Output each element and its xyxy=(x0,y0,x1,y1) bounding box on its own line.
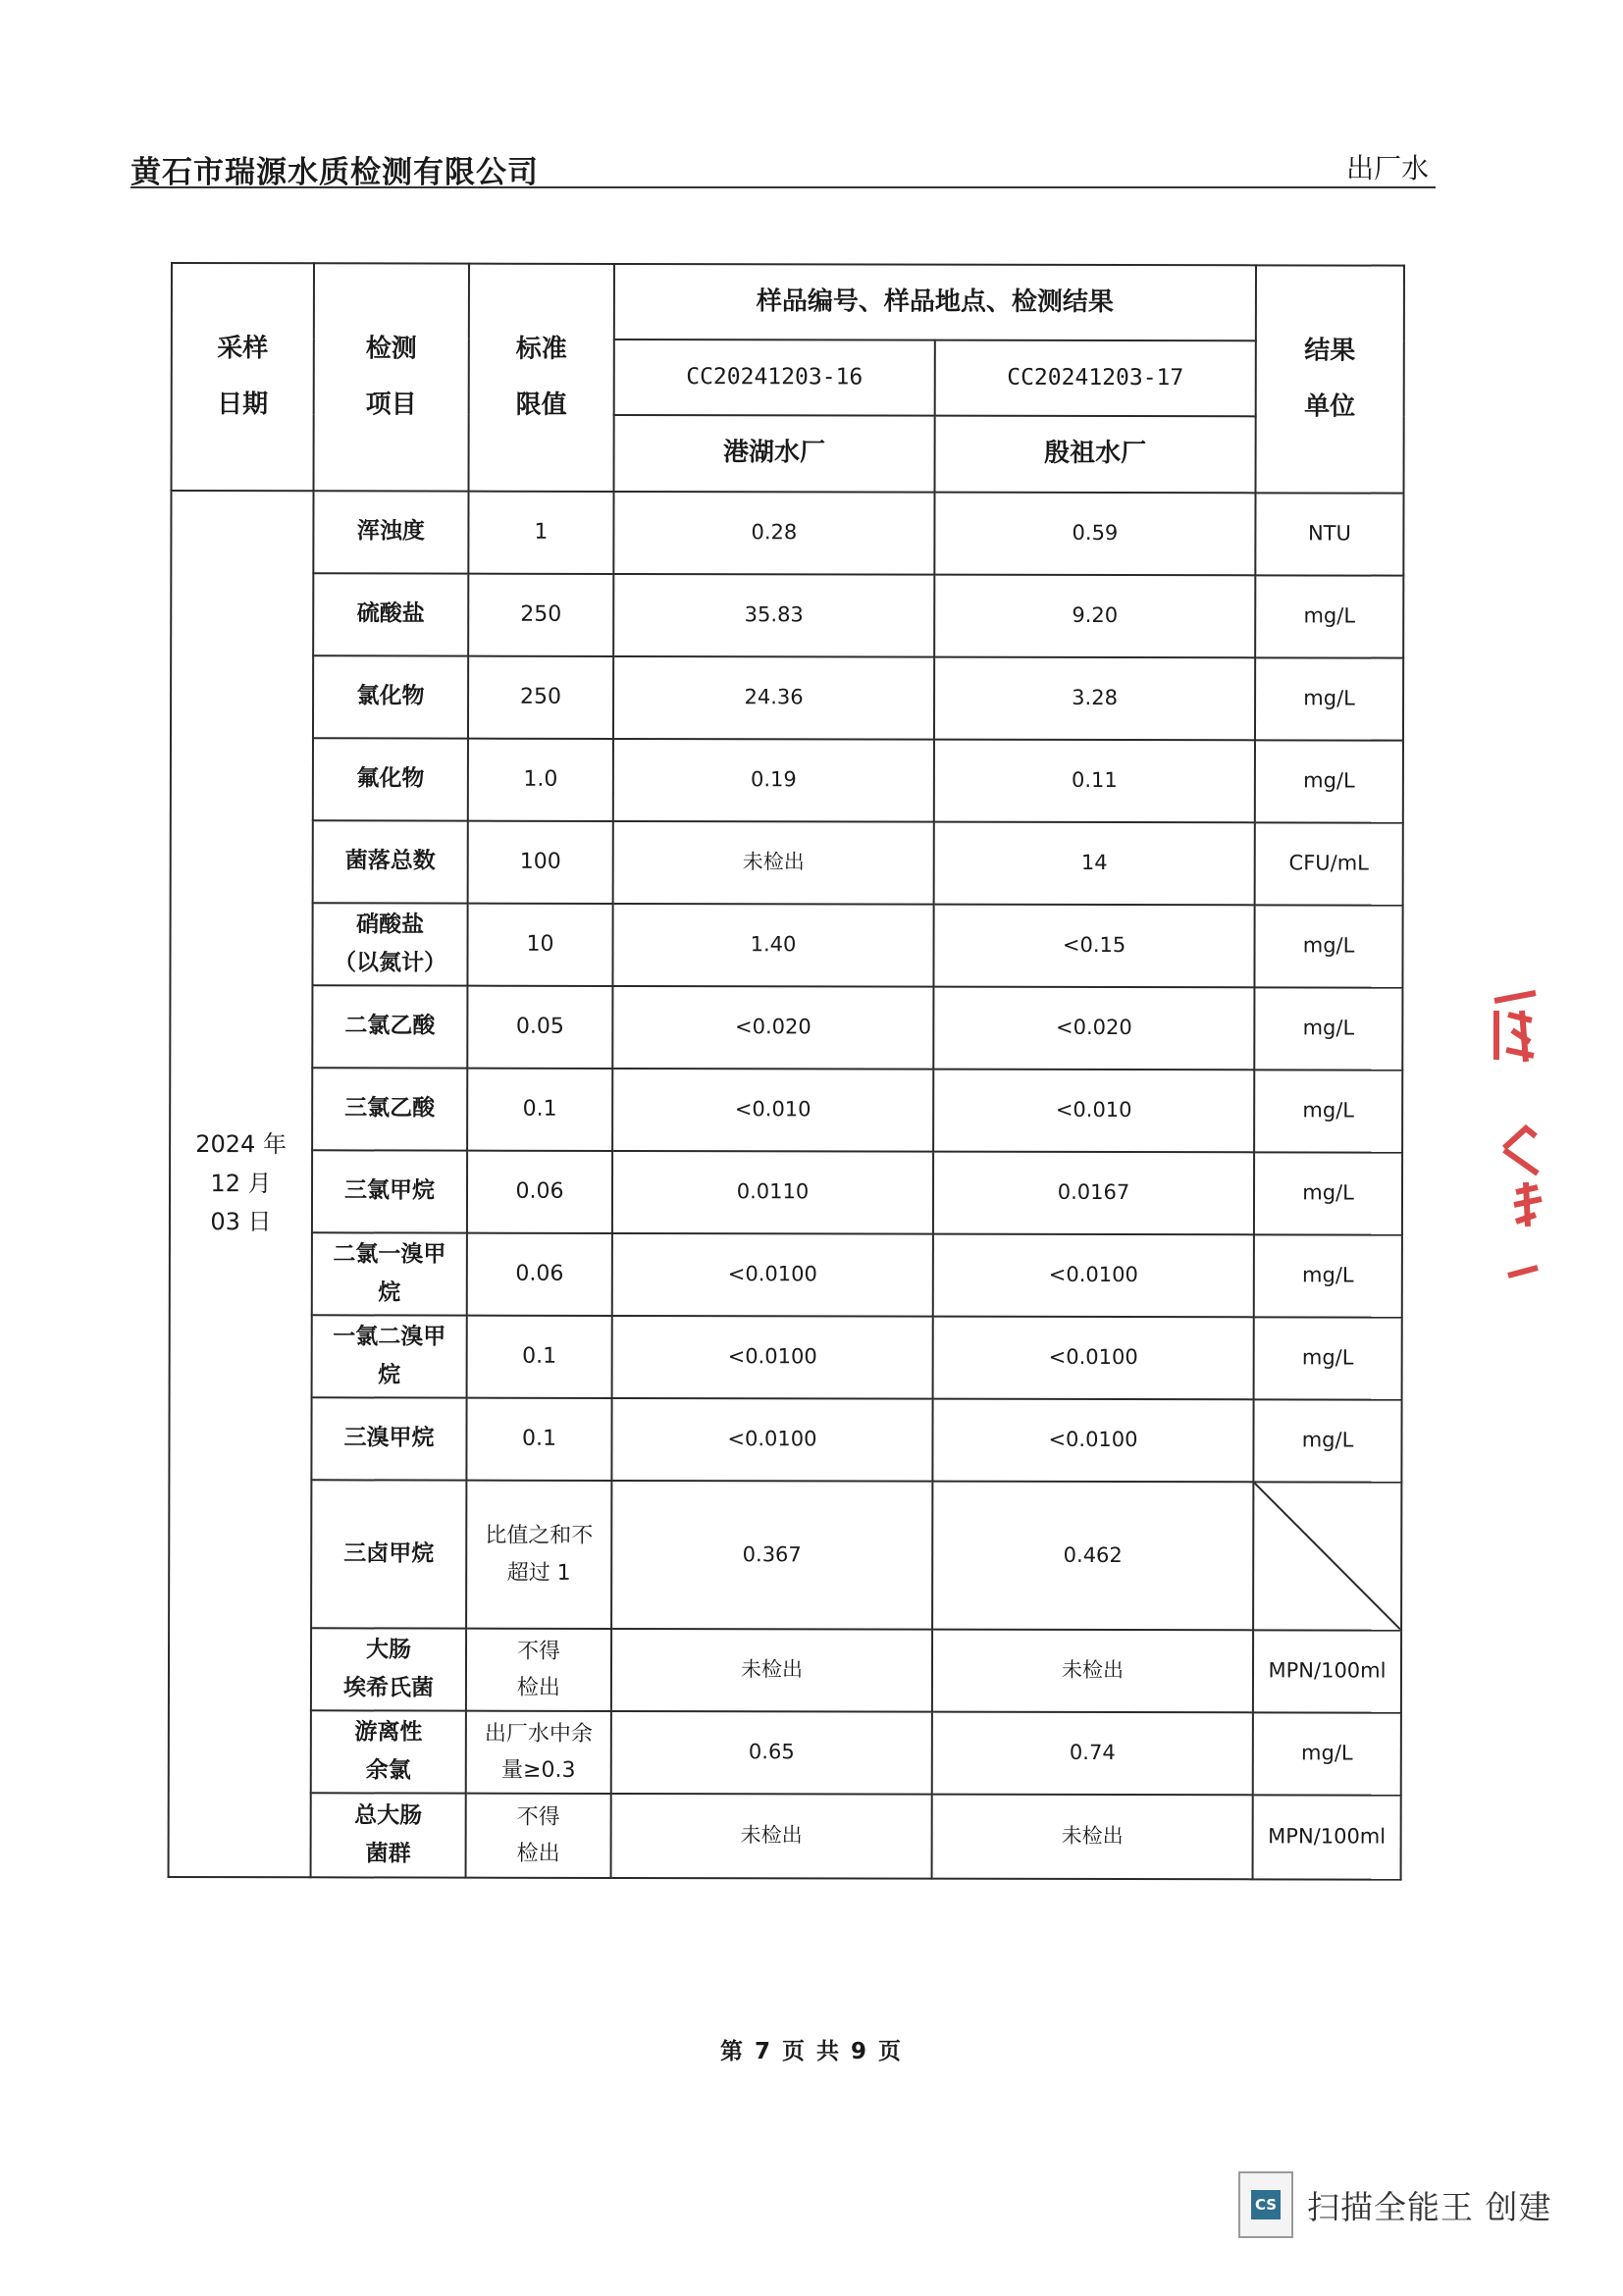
result-unit: mg/L xyxy=(1254,1234,1402,1317)
standard-limit: 0.05 xyxy=(467,986,612,1069)
result-value-2: <0.010 xyxy=(933,1070,1254,1153)
table-row xyxy=(169,1480,1401,1631)
table-row xyxy=(170,1232,1402,1318)
table-row xyxy=(170,903,1402,988)
standard-limit: 10 xyxy=(467,904,612,986)
result-value-1: 未检出 xyxy=(611,1629,932,1712)
sample-id-1: CC20241203-16 xyxy=(614,339,935,416)
camscanner-logo-icon: CS xyxy=(1238,2171,1293,2238)
result-value-1: 0.65 xyxy=(611,1711,932,1795)
standard-limit: 不得 检出 xyxy=(466,1794,611,1878)
scanner-credit: 扫描全能王 创建 xyxy=(1307,2187,1552,2226)
standard-limit: 0.06 xyxy=(467,1233,612,1316)
standard-limit: 250 xyxy=(468,574,613,656)
result-value-1: 0.0110 xyxy=(612,1151,933,1234)
result-value-2: <0.15 xyxy=(933,905,1254,988)
table-row xyxy=(169,1710,1401,1796)
red-seal-stamp-fragment xyxy=(1487,981,1555,1295)
result-unit: mg/L xyxy=(1253,1399,1401,1482)
table-row xyxy=(170,1068,1402,1153)
table-row xyxy=(171,573,1403,658)
result-value-1: 0.28 xyxy=(613,492,934,575)
result-value-2: 0.462 xyxy=(932,1482,1253,1631)
result-unit: MPN/100ml xyxy=(1253,1795,1401,1879)
test-item: 三氯乙酸 xyxy=(312,1068,467,1150)
test-item: 氟化物 xyxy=(313,738,468,820)
header-sample-group: 样品编号、样品地点、检测结果 xyxy=(614,264,1256,340)
test-item: 硝酸盐 （以氮计） xyxy=(312,903,467,985)
result-unit: MPN/100ml xyxy=(1253,1630,1401,1712)
test-item: 总大肠 菌群 xyxy=(311,1793,466,1877)
test-item: 三氯甲烷 xyxy=(312,1150,467,1232)
header-item: 检测 项目 xyxy=(314,263,469,491)
result-value-1: 35.83 xyxy=(613,574,934,657)
test-item: 菌落总数 xyxy=(313,820,468,903)
standard-limit: 0.1 xyxy=(467,1316,612,1398)
result-unit: mg/L xyxy=(1255,657,1403,740)
standard-limit: 比值之和不 超过 1 xyxy=(466,1481,611,1629)
standard-limit: 0.1 xyxy=(466,1398,611,1481)
result-unit: mg/L xyxy=(1254,905,1402,987)
standard-limit: 1 xyxy=(468,492,613,574)
table-row xyxy=(171,738,1403,823)
result-value-1: <0.010 xyxy=(612,1069,933,1152)
result-value-2: 3.28 xyxy=(934,657,1255,741)
table-row xyxy=(170,1315,1402,1400)
result-unit: mg/L xyxy=(1254,1152,1402,1234)
test-item: 大肠 埃希氏菌 xyxy=(311,1628,466,1710)
result-value-1: 未检出 xyxy=(613,821,934,905)
test-item: 三卤甲烷 xyxy=(311,1480,466,1628)
page-number: 第 7 页 共 9 页 xyxy=(719,2039,904,2064)
standard-limit: 0.06 xyxy=(467,1151,612,1233)
result-value-1: <0.020 xyxy=(612,986,933,1070)
header-unit: 结果 单位 xyxy=(1256,265,1404,493)
test-item: 一氯二溴甲 烷 xyxy=(312,1315,467,1397)
test-item: 浑浊度 xyxy=(313,491,468,573)
standard-limit: 0.1 xyxy=(467,1069,612,1151)
result-value-1: <0.0100 xyxy=(612,1233,933,1317)
result-unit: mg/L xyxy=(1255,740,1403,822)
result-value-2: 未检出 xyxy=(932,1630,1253,1713)
result-value-1: 1.40 xyxy=(612,904,933,987)
sample-id-2: CC20241203-17 xyxy=(935,340,1256,417)
result-value-2: 9.20 xyxy=(934,575,1255,658)
standard-limit: 250 xyxy=(468,656,613,739)
sample-date-cell: 2024 年 12 月 03 日 xyxy=(169,491,314,1877)
table-row xyxy=(171,655,1403,741)
result-value-2: 未检出 xyxy=(932,1795,1253,1880)
header-sample-date: 采样 日期 xyxy=(172,263,314,491)
document-type: 出厂水 xyxy=(1346,152,1430,184)
result-value-2: 14 xyxy=(934,822,1255,906)
table-row xyxy=(169,1397,1401,1483)
standard-limit: 出厂水中余 量≥0.3 xyxy=(466,1711,611,1794)
test-item: 三溴甲烷 xyxy=(311,1397,466,1480)
result-value-2: <0.020 xyxy=(933,987,1254,1070)
table-row xyxy=(169,1628,1401,1713)
standard-limit: 100 xyxy=(468,821,613,904)
sample-location-2: 殷祖水厂 xyxy=(935,416,1256,494)
result-unit: mg/L xyxy=(1254,987,1402,1070)
result-value-2: 0.11 xyxy=(934,740,1255,823)
result-value-1: 24.36 xyxy=(613,656,934,740)
standard-limit: 不得 检出 xyxy=(466,1629,611,1711)
result-unit: CFU/mL xyxy=(1255,822,1403,905)
test-item: 氯化物 xyxy=(313,655,468,738)
results-table xyxy=(168,262,1405,1881)
table-row xyxy=(171,491,1403,576)
scanner-watermark xyxy=(1238,2170,1552,2239)
test-item: 硫酸盐 xyxy=(313,573,468,655)
result-value-1: <0.0100 xyxy=(611,1398,932,1482)
table-row xyxy=(169,1793,1401,1880)
result-unit: mg/L xyxy=(1254,1317,1402,1399)
result-value-2: <0.0100 xyxy=(933,1234,1254,1318)
result-unit: mg/L xyxy=(1253,1712,1401,1795)
result-unit: mg/L xyxy=(1254,1070,1402,1152)
result-unit: mg/L xyxy=(1255,575,1403,657)
result-value-2: <0.0100 xyxy=(933,1317,1254,1400)
result-value-2: 0.59 xyxy=(934,493,1255,576)
result-value-1: 未检出 xyxy=(611,1794,932,1879)
result-value-1: <0.0100 xyxy=(612,1316,933,1399)
test-item: 游离性 余氯 xyxy=(311,1710,466,1793)
result-value-2: <0.0100 xyxy=(932,1399,1253,1483)
table-row xyxy=(170,1150,1402,1235)
header-limit: 标准 限值 xyxy=(469,264,614,492)
standard-limit: 1.0 xyxy=(468,739,613,821)
sample-location-1: 港湖水厂 xyxy=(614,415,935,493)
table-row xyxy=(171,820,1403,906)
result-unit: NTU xyxy=(1255,493,1403,575)
test-item: 二氯乙酸 xyxy=(312,985,467,1068)
result-value-1: 0.19 xyxy=(613,739,934,822)
table-row xyxy=(170,985,1402,1070)
company-name: 黄石市瑞源水质检测有限公司 xyxy=(131,155,539,190)
result-value-2: 0.74 xyxy=(932,1712,1253,1796)
result-value-2: 0.0167 xyxy=(933,1152,1254,1235)
result-value-1: 0.367 xyxy=(611,1481,932,1630)
unit-empty-slash xyxy=(1253,1482,1401,1630)
header-rule xyxy=(131,186,1436,188)
test-item: 二氯一溴甲 烷 xyxy=(312,1232,467,1315)
